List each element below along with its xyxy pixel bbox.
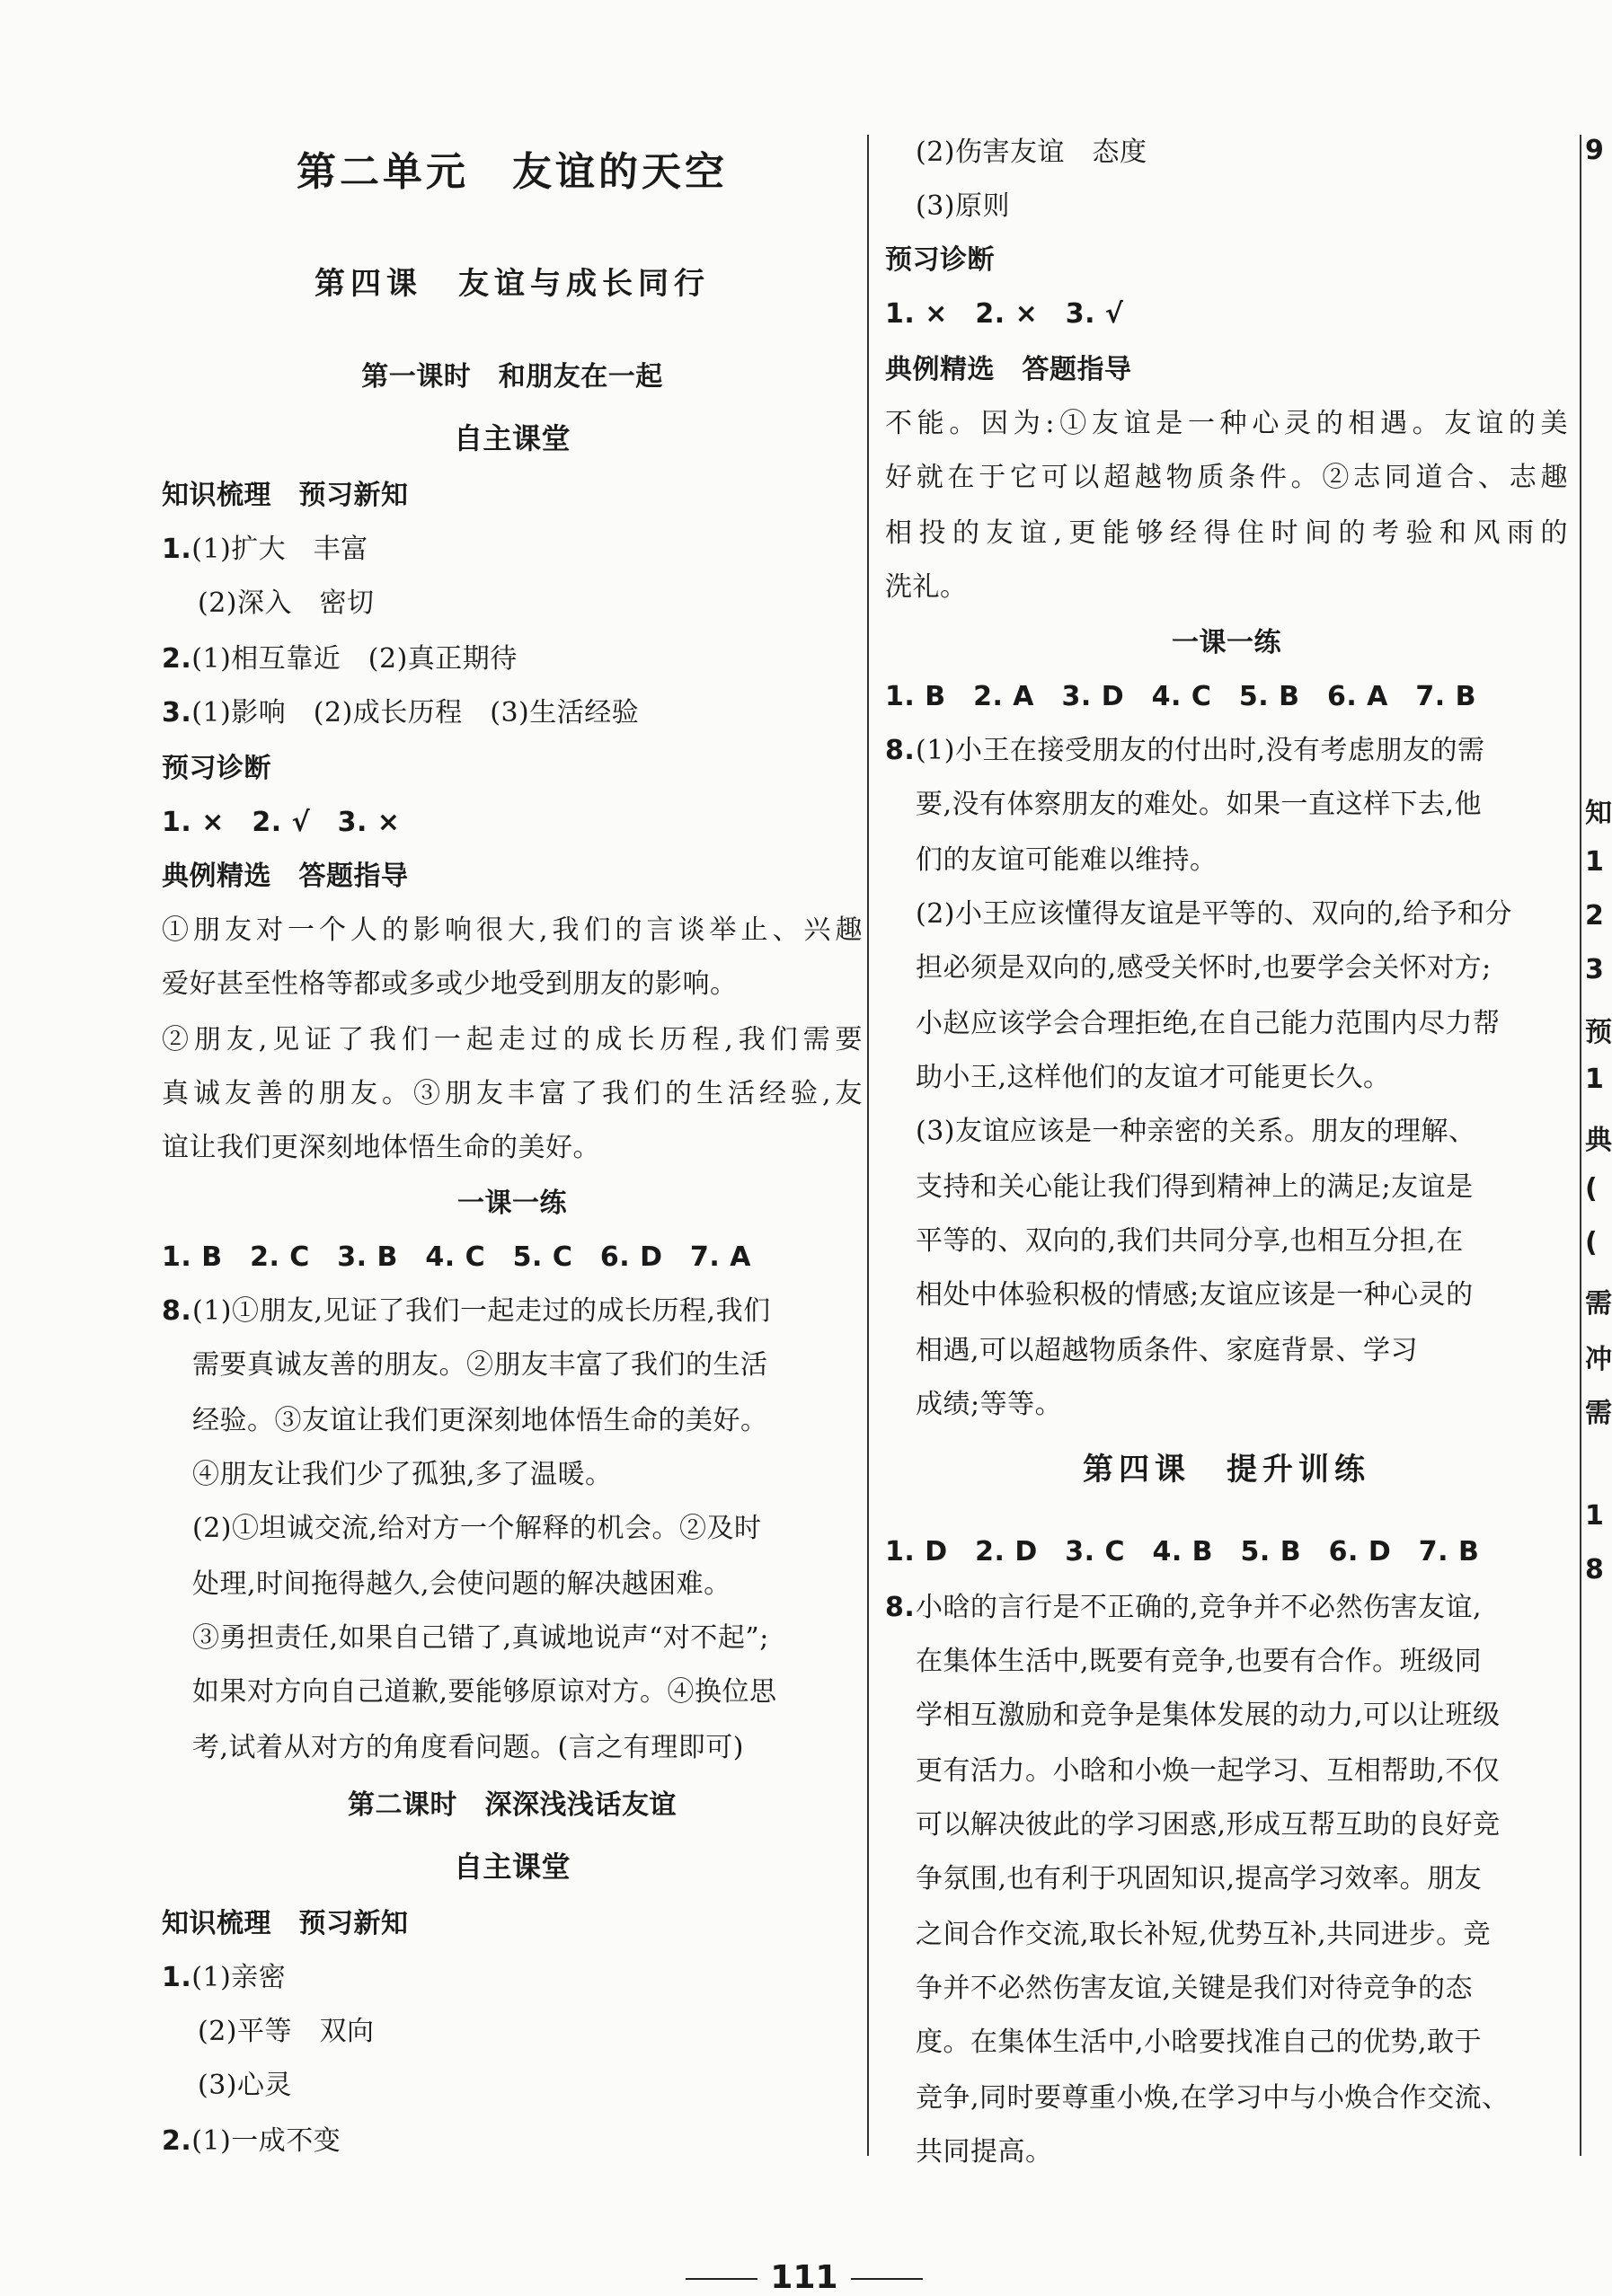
diag-heading: 预习诊断 [162,753,271,784]
strip-char: 2 [1585,900,1604,932]
q3-text: (1)影响 (2)成长历程 (3)生活经验 [191,697,640,729]
lesson-title: 第四课 友谊与成长同行 [314,266,710,302]
strip-char: 需 [1585,1288,1612,1320]
q8-line: 支持和关心能让我们得到精神上的满足;友谊是 [916,1171,1474,1203]
section-title: 自主课堂 [453,421,571,455]
cropped-right-column [1581,0,1612,2291]
example-line: 洗礼。 [885,571,968,603]
q1-a-text: (1)扩大 丰富 [191,534,368,565]
strip-char: 需 [1585,1398,1612,1429]
q3-num: 3. [162,697,192,729]
q8-line: ③勇担责任,如果自己错了,真诚地说声“对不起”; [192,1622,769,1654]
example-line: 好就在于它可以超越物质条件。②志同道合、志趣 [885,462,1568,493]
q8-line: (2)小王应该懂得友谊是平等的、双向的,给予和分 [916,898,1513,930]
q8-line: (3)友谊应该是一种亲密的关系。朋友的理解、 [916,1116,1476,1147]
q8-line: 要,没有体察朋友的难处。如果一直这样下去,他 [916,789,1483,820]
t8-line: 度。在集体生活中,小晗要找准自己的优势,敢于 [916,2027,1483,2058]
training-mc: 1. D 2. D 3. C 4. B 5. B 6. D 7. B [885,1536,1480,1567]
page-number [0,2259,1608,2296]
q1-num: 1. [162,534,192,565]
t8-line: 共同提高。 [916,2136,1053,2168]
q8-line: 成绩;等等。 [916,1389,1063,1420]
diag-answers: 1. × 2. × 3. √ [885,298,1124,330]
p2-q1-num: 1. [162,1962,192,1993]
q2-num: 2. [162,643,192,675]
t8-line: 争并不必然伤害友谊,关键是我们对待竞争的态 [916,1973,1474,2004]
p2-q2-text: (1)一成不变 [191,2125,341,2157]
example-line: ②朋友,见证了我们一起走过的成长历程,我们需要 [162,1024,863,1055]
example-line: ①朋友对一个人的影响很大,我们的言谈举止、兴趣 [162,914,863,946]
t8-line: 竞争,同时要尊重小焕,在学习中与小焕合作交流、 [916,2082,1510,2114]
period-title: 第一课时 和朋友在一起 [361,361,663,393]
p2-q2-num: 2. [162,2125,192,2157]
strip-char: 9 [1585,135,1604,166]
t8-line: 争氛围,也有利于巩固知识,提高学习效率。朋友 [916,1863,1483,1894]
period2-title: 第二课时 深深浅浅话友谊 [348,1789,677,1821]
p2-q1-c: (3)心灵 [198,2070,292,2101]
example-line: 爱好甚至性格等都或多或少地受到朋友的影响。 [162,968,738,1000]
practice-mc: 1. B 2. A 3. D 4. C 5. B 6. A 7. B [885,681,1476,712]
q8-line: (2)①坦诚交流,给对方一个解释的机会。②及时 [192,1513,762,1544]
t8-line: 可以解决彼此的学习困惑,形成互帮互助的良好竞 [916,1809,1501,1841]
kb-heading: 知识梳理 预习新知 [162,480,409,511]
q8-num: 8. [162,1295,192,1327]
kb2-heading: 知识梳理 预习新知 [162,1908,409,1939]
p2-q1-a [162,1960,286,1996]
page-number-dash [851,2278,923,2280]
q2-text: (1)相互靠近 (2)真正期待 [191,643,518,675]
q1-b: (2)深入 密切 [198,587,375,619]
q3 [162,695,639,731]
q8-line: (1)小王在接受朋友的付出时,没有考虑朋友的需 [916,735,1485,766]
example-line: 真诚友善的朋友。③朋友丰富了我们的生活经验,友 [162,1078,863,1109]
example-heading: 典例精选 答题指导 [885,354,1132,385]
t8-num: 8. [885,1592,916,1623]
example-heading: 典例精选 答题指导 [162,861,409,892]
column-divider [867,135,869,2156]
q8-line: 考,试着从对方的角度看问题。(言之有理即可) [192,1732,744,1763]
strip-char: ( [1585,1227,1598,1258]
t8-line: 学相互激励和竞争是集体发展的动力,可以让班级 [916,1700,1501,1731]
q8-line: 处理,时间拖得越久,会使问题的解决越困难。 [192,1568,731,1600]
q8-line: 小赵应该学会合理拒绝,在自己能力范围内尽力帮 [916,1008,1501,1039]
strip-char: 3 [1585,954,1604,985]
training-title: 第四课 提升训练 [1083,1452,1370,1488]
t8-line: 在集体生活中,既要有竞争,也要有合作。班级同 [916,1646,1483,1677]
q8-line: 担必须是双向的,感受关怀时,也要学会关怀对方; [916,952,1492,984]
p2-q2 [162,2124,341,2159]
q8-line: 们的友谊可能难以维持。 [916,844,1218,876]
strip-char: 8 [1585,1554,1604,1585]
strip-char: 1 [1585,1064,1604,1095]
strip-char: ( [1585,1173,1598,1205]
practice-title: 一课一练 [457,1188,567,1219]
practice-title: 一课一练 [1172,627,1281,658]
q8-line: (1)①朋友,见证了我们一起走过的成长历程,我们 [192,1295,771,1327]
practice-mc: 1. B 2. C 3. B 4. C 5. C 6. D 7. A [162,1241,751,1273]
q8-line: 相遇,可以超越物质条件、家庭背景、学习 [916,1335,1419,1366]
t8-line: 更有活力。小晗和小焕一起学习、互相帮助,不仅 [916,1755,1501,1787]
page-number-text: 111 [770,2259,838,2296]
strip-char: 1 [1585,846,1604,878]
q2 [162,641,518,677]
t8-line: 小晗的言行是不正确的,竞争并不必然伤害友谊, [916,1592,1483,1623]
t8-line: 之间合作交流,取长补短,优势互补,共同进步。竞 [916,1919,1492,1950]
q1-a [162,532,368,568]
q8-line: 相处中体验积极的情感;友谊应该是一种心灵的 [916,1279,1474,1311]
top-a: (2)伤害友谊 态度 [916,137,1147,168]
strip-char: 1 [1585,1500,1604,1532]
q8-line: 经验。③友谊让我们更深刻地体悟生命的美好。 [192,1405,768,1436]
strip-char: 知 [1585,798,1612,829]
p2-q1-b: (2)平等 双向 [198,2016,375,2047]
example-line: 不能。因为:①友谊是一种心灵的相遇。友谊的美 [885,408,1568,439]
strip-char: 冲 [1585,1344,1612,1375]
q8-line: 助小王,这样他们的友谊才可能更长久。 [916,1062,1391,1093]
section2-title: 自主课堂 [453,1850,571,1884]
q8-line: 需要真诚友善的朋友。②朋友丰富了我们的生活 [192,1349,768,1381]
q8-line: ④朋友让我们少了孤独,多了温暖。 [192,1459,613,1490]
strip-char: 预 [1585,1017,1612,1048]
q8-line: 平等的、双向的,我们共同分享,也相互分担,在 [916,1225,1464,1257]
unit-title: 第二单元 友谊的天空 [297,149,728,195]
q8-line: 如果对方向自己道歉,要能够原谅对方。④换位思 [192,1676,777,1708]
strip-char: 典 [1585,1125,1612,1156]
example-line: 相投的友谊,更能够经得住时间的考验和风雨的 [885,517,1568,549]
diag-heading: 预习诊断 [885,244,995,276]
page-number-dash [686,2278,757,2280]
diag-answers: 1. × 2. √ 3. × [162,807,401,838]
p2-q1-a-text: (1)亲密 [191,1962,287,1993]
q8-num: 8. [885,735,916,766]
example-line: 谊让我们更深刻地体悟生命的美好。 [162,1132,600,1163]
top-b: (3)原则 [916,190,1010,222]
